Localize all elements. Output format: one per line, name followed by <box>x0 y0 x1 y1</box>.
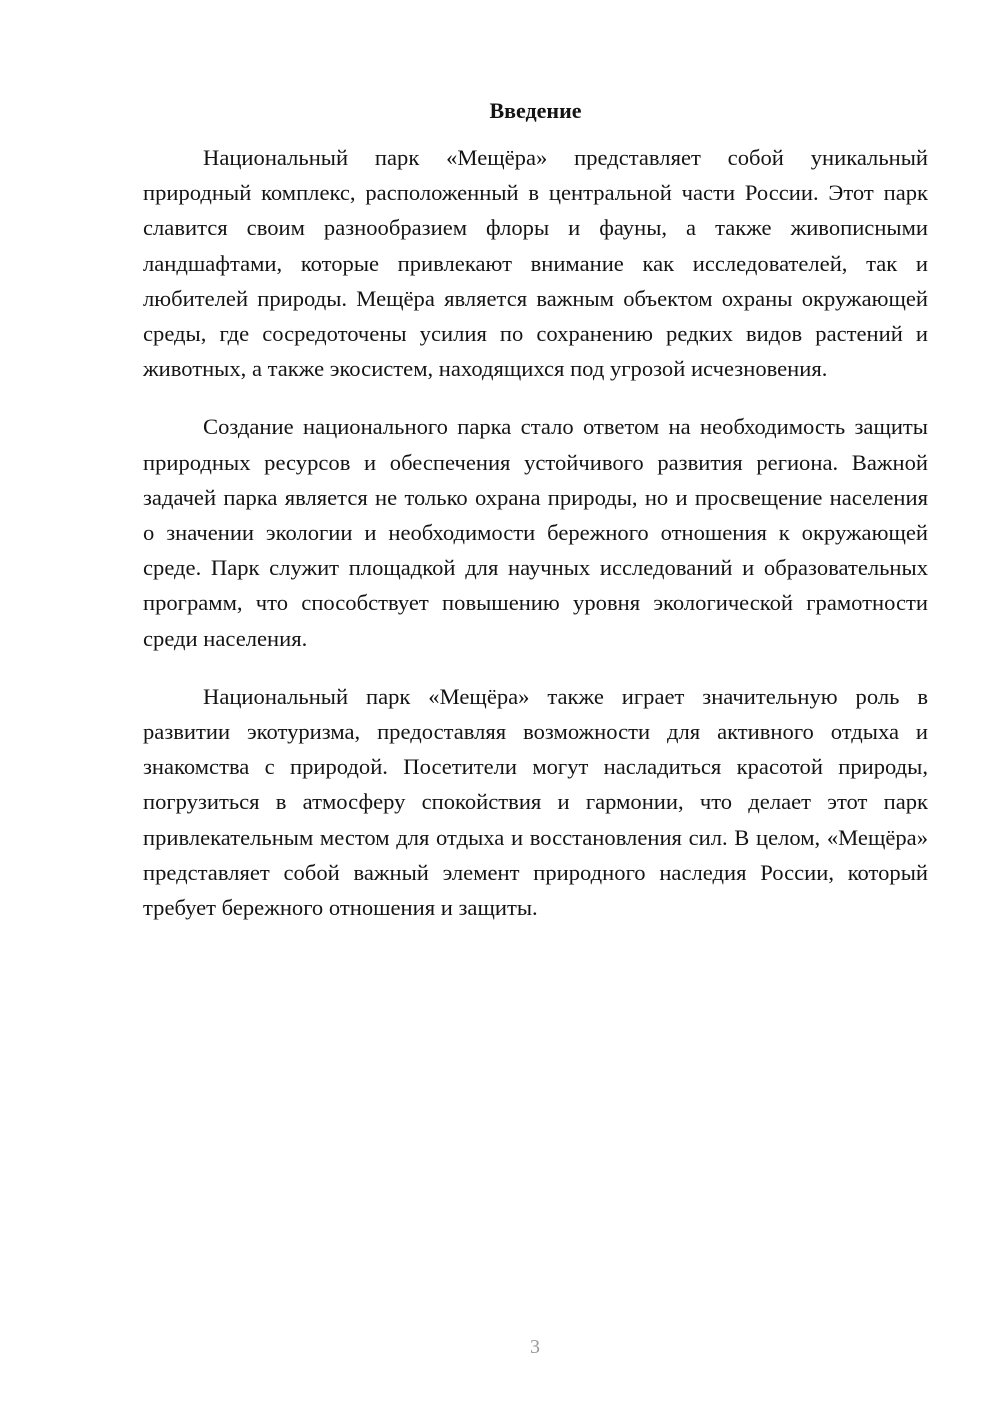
paragraph-1: Национальный парк «Мещёра» представляет собой уникальный природный комплекс, расположенный в центральной части России. Этот парк славится своим разнообразием флоры и фауны, а также живописными ландшафтами, которые привлекают внимание как исследователей, так и любителей природы. Мещёра является важным объектом охраны окружающей среды, где сосредоточены усилия по сохранению редких видов растений и животных, а также экосистем, находящихся под угрозой исчезновения. <box>143 145 928 382</box>
section-heading: Введение <box>489 98 582 123</box>
paragraph-3: Национальный парк «Мещёра» также играет значительную роль в развитии экотуризма, предоставляя возможности для активного отдыха и знакомства с природой. Посетители могут насладиться красотой природы, погрузиться в атмосферу спокойствия и гармонии, что делает этот парк привлекательным местом для отдыха и восстановления сил. В целом, «Мещёра» представляет собой важный элемент природного наследия России, который требует бережного отношения и защиты. <box>143 683 928 921</box>
document-body <box>143 96 928 948</box>
paragraph-2: Создание национального парка стало ответом на необходимость защиты природных ресурсов и обеспечения устойчивого развития региона. Важной задачей парка является не только охрана природы, но и просвещение населения о значении экологии и необходимости бережного отношения к окружающей среде. Парк служит площадкой для научных исследований и образовательных программ, что способствует повышению уровня экологической грамотности среди населения. <box>143 414 928 651</box>
page-number: 3 <box>530 1336 540 1358</box>
